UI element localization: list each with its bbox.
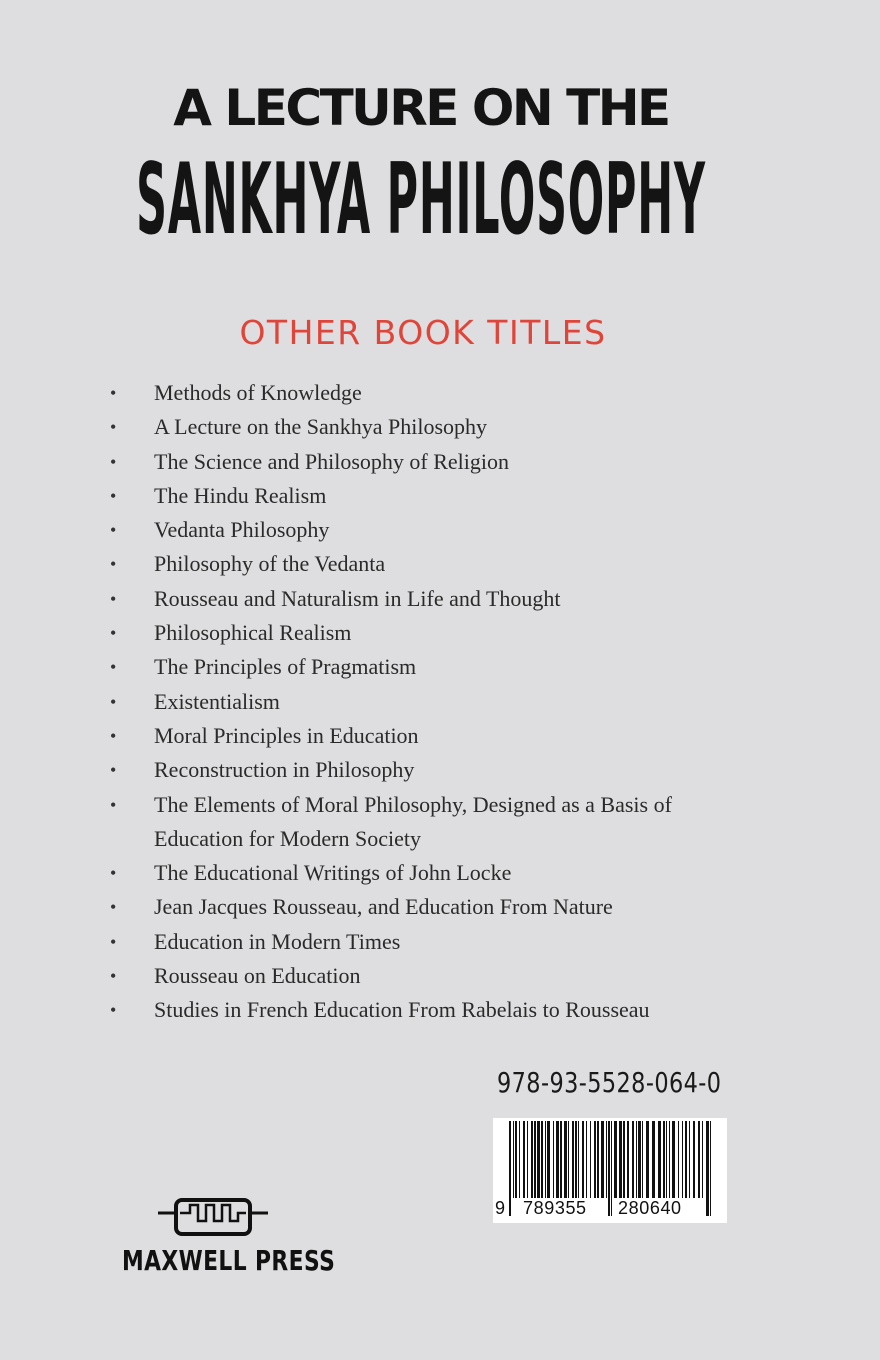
barcode-bar — [685, 1121, 687, 1198]
book-list-item — [110, 582, 730, 616]
barcode-bar — [706, 1121, 709, 1216]
book-list-item — [110, 993, 730, 1027]
barcode-bar — [523, 1121, 525, 1198]
barcode-bar — [513, 1121, 514, 1198]
bullet-icon: • — [110, 485, 117, 506]
barcode-bar — [606, 1121, 607, 1198]
book-list-item — [110, 445, 730, 479]
barcode-bar — [556, 1121, 559, 1198]
book-list-item — [110, 788, 730, 857]
barcode-bar — [541, 1121, 543, 1198]
book-list-item — [110, 650, 730, 684]
book-list-item — [110, 719, 730, 753]
bullet-icon: • — [110, 657, 117, 678]
barcode-bar — [663, 1121, 665, 1198]
barcode-bar — [594, 1121, 596, 1198]
book-title: Philosophical Realism — [154, 620, 352, 646]
barcode-bar — [553, 1121, 554, 1198]
barcode-bar — [575, 1121, 577, 1198]
book-title: The Science and Philosophy of Religion — [154, 448, 509, 474]
barcode-bar — [509, 1121, 511, 1216]
book-title: The Educational Writings of John Locke — [154, 860, 512, 886]
publisher-logo-icon — [158, 1197, 268, 1241]
barcode-bar — [638, 1121, 641, 1198]
bullet-icon: • — [110, 691, 117, 712]
barcode-bar — [636, 1121, 637, 1198]
book-title-line2: SANKHYA PHILOSOPHY — [136, 142, 706, 256]
book-title: The Elements of Moral Philosophy, Designed as a Basis of Education for Modern Society — [154, 791, 672, 851]
barcode-bar — [527, 1121, 528, 1198]
book-list-item — [110, 410, 730, 444]
publisher-name: MAXWELL PRESS — [122, 1244, 336, 1277]
barcode-bar — [590, 1121, 591, 1198]
barcode-bar — [710, 1121, 711, 1216]
book-title: Vedanta Philosophy — [154, 517, 330, 543]
bullet-icon: • — [110, 794, 117, 815]
barcode-bar — [658, 1121, 661, 1198]
barcode-bar — [534, 1121, 536, 1198]
book-title: Philosophy of the Vedanta — [154, 551, 386, 577]
book-title: Rousseau on Education — [154, 963, 361, 989]
other-titles-heading: OTHER BOOK TITLES — [239, 313, 607, 352]
barcode-bar — [666, 1121, 667, 1198]
barcode-bar — [652, 1121, 655, 1198]
barcode-digits-right: 280640 — [618, 1198, 682, 1218]
book-list-item — [110, 376, 730, 410]
barcode-bar — [582, 1121, 584, 1198]
barcode-digit-first: 9 — [495, 1198, 506, 1218]
barcode-bar — [611, 1121, 612, 1216]
bullet-icon: • — [110, 863, 117, 884]
bullet-icon: • — [110, 588, 117, 609]
barcode-bar — [537, 1121, 540, 1198]
book-title: A Lecture on the Sankhya Philosophy — [154, 414, 488, 440]
barcode-bar — [547, 1121, 550, 1198]
barcode-bar — [672, 1121, 675, 1198]
bullet-icon: • — [110, 383, 117, 403]
book-list-item — [110, 925, 730, 959]
barcode-bar — [564, 1121, 567, 1198]
book-title: Rousseau and Naturalism in Life and Thought — [154, 585, 561, 611]
barcode-bar — [642, 1121, 643, 1198]
book-title-line1: A LECTURE ON THE — [173, 79, 669, 137]
barcode-bar — [693, 1121, 695, 1198]
book-title: Moral Principles in Education — [154, 722, 419, 748]
barcode-bar — [531, 1121, 533, 1198]
barcode-bar — [627, 1121, 629, 1198]
bullet-icon: • — [110, 451, 117, 472]
bullet-icon: • — [110, 417, 117, 438]
book-list-item — [110, 890, 730, 924]
book-title: Existentialism — [154, 688, 280, 714]
bullet-icon: • — [110, 760, 117, 781]
barcode-bar — [597, 1121, 599, 1198]
barcode-bar — [646, 1121, 649, 1198]
book-title: Methods of Knowledge — [154, 380, 362, 405]
barcode-bar — [572, 1121, 574, 1198]
barcode-bar — [578, 1121, 579, 1198]
barcode-bar — [614, 1121, 617, 1198]
barcode-bar — [682, 1121, 683, 1198]
barcode-bar — [545, 1121, 546, 1198]
bullet-icon: • — [110, 966, 117, 987]
barcode-digits-left: 789355 — [523, 1198, 587, 1218]
barcode-bar — [586, 1121, 587, 1198]
book-title: Reconstruction in Philosophy — [154, 757, 415, 783]
bullet-icon: • — [110, 623, 117, 644]
book-list-item — [110, 959, 730, 993]
bullet-icon: • — [110, 931, 117, 952]
barcode-bar — [519, 1121, 520, 1198]
book-title: Education in Modern Times — [154, 928, 401, 954]
book-list-item — [110, 547, 730, 581]
bullet-icon: • — [110, 520, 117, 541]
book-title: Jean Jacques Rousseau, and Education From Nature — [154, 894, 613, 920]
barcode-bar — [601, 1121, 604, 1198]
barcode-bar — [632, 1121, 634, 1198]
book-list-item — [110, 753, 730, 787]
book-list-item — [110, 685, 730, 719]
bullet-icon: • — [110, 897, 117, 918]
book-title: The Principles of Pragmatism — [154, 654, 417, 680]
book-list-item — [110, 513, 730, 547]
barcode-bar — [608, 1121, 610, 1216]
barcode-bar — [669, 1121, 670, 1198]
barcode-bar — [560, 1121, 562, 1198]
barcode-bar — [623, 1121, 625, 1198]
barcode-bar — [568, 1121, 569, 1198]
book-list-item — [110, 856, 730, 890]
barcode-bar — [619, 1121, 622, 1198]
isbn-text: 978-93-5528-064-0 — [497, 1066, 722, 1099]
barcode-bar — [689, 1121, 690, 1198]
barcode — [493, 1118, 727, 1223]
bullet-icon: • — [110, 725, 117, 746]
book-title: Studies in French Education From Rabelais to Rousseau — [154, 997, 650, 1023]
barcode-bar — [698, 1121, 700, 1198]
barcode-bar — [678, 1121, 679, 1198]
barcode-bar — [515, 1121, 517, 1198]
book-title: The Hindu Realism — [154, 482, 327, 508]
bullet-icon: • — [110, 554, 117, 575]
book-list-item — [110, 479, 730, 513]
book-list-item — [110, 616, 730, 650]
barcode-bar — [702, 1121, 703, 1198]
bullet-icon: • — [110, 1000, 117, 1021]
book-list — [110, 376, 730, 1028]
